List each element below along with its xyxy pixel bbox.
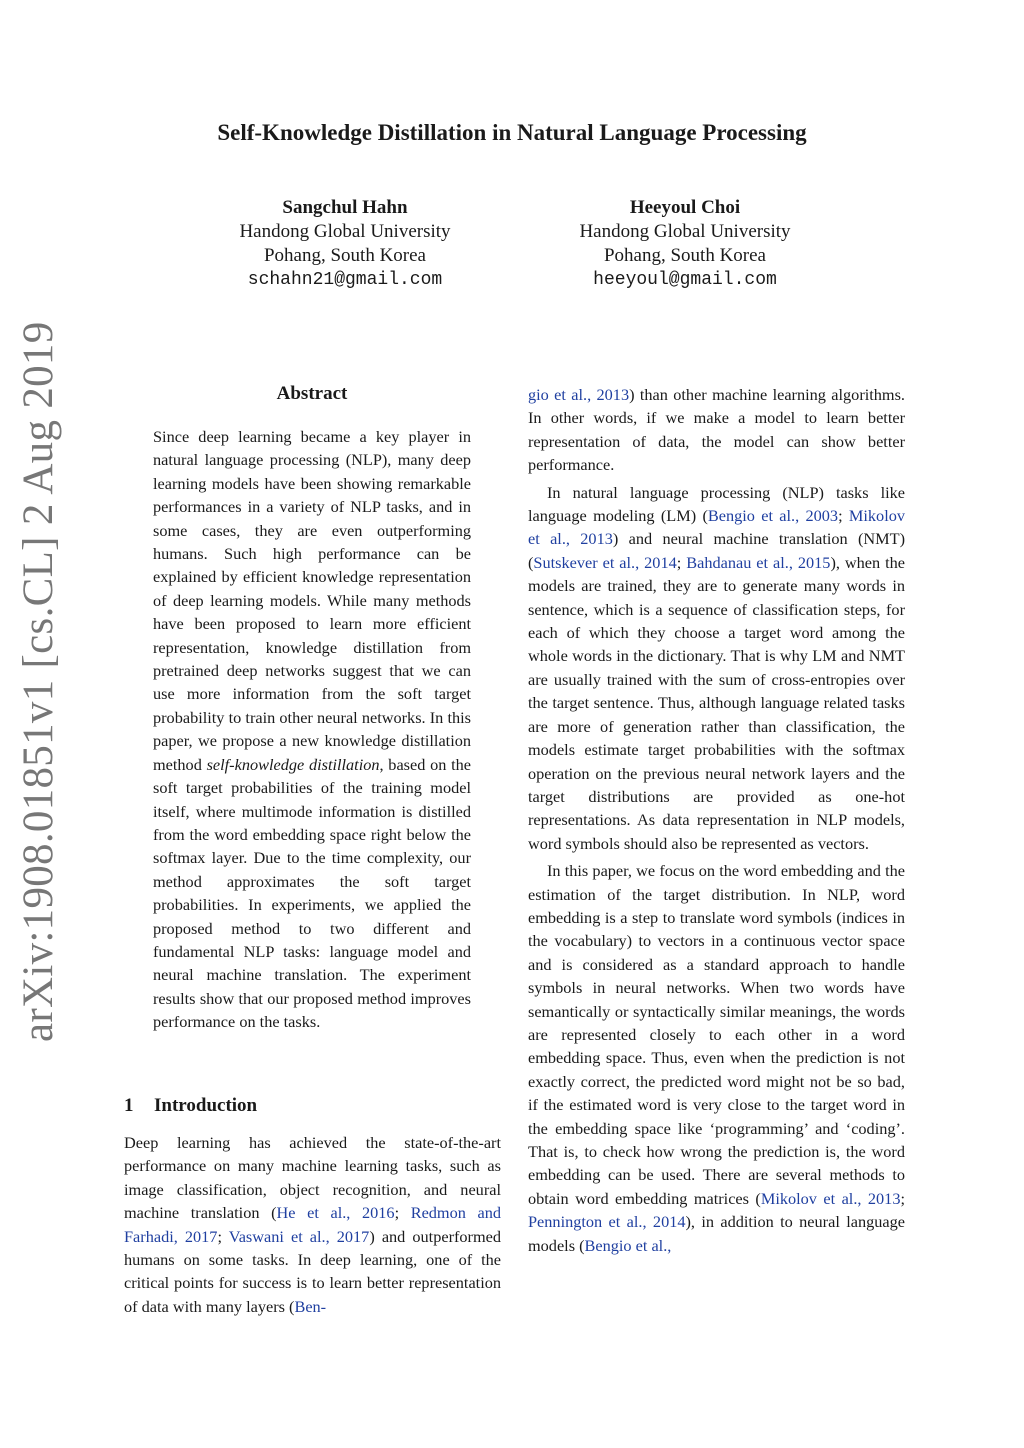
section-number: 1: [124, 1095, 134, 1116]
author-email[interactable]: schahn21@gmail.com: [247, 270, 443, 290]
citation-link[interactable]: Mikolov et al., 2013: [528, 506, 905, 549]
section-title: Introduction: [154, 1095, 258, 1116]
citation-link[interactable]: Pennington et al., 2014: [528, 1212, 686, 1232]
intro-left-column: [124, 1131, 501, 1318]
abstract-text: Since deep learning became a key player in natural language processing (NLP), many deep learning models have been showing remarkable performances in a variety of NLP tasks, and in some cases, they are even outperforming humans. Such high performance can be explained by efficient knowledge representation of deep learning models. While many methods have been proposed to learn more efficient representation, knowledge distillation from pretrained deep networks suggest that we can use more information from the soft target probability to train other neural networks. In this paper, we propose a new knowledge distillation method: [153, 427, 471, 774]
paragraph-text: ;: [838, 506, 849, 526]
abstract-heading: Abstract: [276, 383, 348, 404]
paragraph-text: Deep learning has achieved the state-of-the-art performance on many machine learning tasks, such as image classification, object recognition, and neural machine translation (: [124, 1133, 501, 1223]
citation-link[interactable]: Bahdanau et al., 2015: [686, 552, 831, 572]
paragraph-text: ;: [900, 1188, 905, 1208]
paragraph-text: ;: [217, 1226, 229, 1246]
citation-link[interactable]: Sutskever et al., 2014: [533, 552, 677, 572]
citation-link[interactable]: He et al., 2016: [276, 1203, 395, 1223]
paragraph-text: In natural language processing (NLP) tasks like language modeling (LM) (: [528, 482, 905, 526]
paragraph-text: ;: [676, 552, 687, 572]
citation-link[interactable]: gio et al., 2013: [528, 385, 630, 404]
author-name: Heeyoul Choi: [629, 197, 741, 218]
author-affiliation: Handong Global University: [239, 221, 451, 242]
author-location: Pohang, South Korea: [603, 245, 766, 266]
paragraph-text: ) and neural machine translation (NMT) (: [528, 529, 906, 572]
citation-link[interactable]: Bengio et al.,: [584, 1235, 672, 1255]
abstract-method-name: self-knowledge distillation: [206, 754, 380, 774]
author-affiliation: Handong Global University: [579, 221, 791, 242]
intro-paragraph: [528, 481, 905, 856]
citation-link[interactable]: Vaswani et al., 2017: [228, 1226, 370, 1246]
abstract-body: [153, 425, 471, 1034]
citation-link[interactable]: Redmon and Farhadi, 2017: [124, 1203, 501, 1246]
arxiv-stamp: arXiv:1908.01851v1 [cs.CL] 2 Aug 2019: [15, 321, 62, 1042]
paragraph-text: In this paper, we focus on the word embedding and the estimation of the target distribution. In NLP, word embedding is a step to translate word symbols (indices in the vocabulary) to vectors in a continuous vector space and is considered as a standard approach to handle symbols in neural networks. When two words have semantically or syntactically similar meanings, the words are represented closely to each other in a word embedding space. Thus, even when the prediction is not exactly correct, the predicted word might not be so bad, if the estimated word is very close to the target word in the embedding space like ‘programming’ and ‘coding’. That is, to check how wrong the prediction is, the word embedding can be used. There are several methods to obtain word embedding matrices (: [528, 861, 905, 1208]
author-email[interactable]: heeyoul@gmail.com: [593, 270, 777, 290]
intro-paragraph-continued: [528, 383, 905, 477]
citation-link[interactable]: Mikolov et al., 2013: [760, 1188, 901, 1208]
intro-paragraph: [124, 1131, 501, 1318]
citation-link[interactable]: Ben-: [294, 1296, 327, 1316]
paragraph-text: ) than other machine learning algorithms. In other words, if we make a model to learn better representation of data, the model can show better performance.: [528, 385, 905, 475]
author-location: Pohang, South Korea: [263, 245, 426, 266]
citation-link[interactable]: Bengio et al., 2003: [707, 506, 839, 526]
author-block: [555, 196, 815, 292]
section-heading: [124, 1093, 257, 1119]
paragraph-text: ), when the models are trained, they are to generate many words in sentence, which is a sequence of classification steps, for each of which they choose a target word among the whole words in the dictionary. That is why LM and NMT are usually trained with the sum of cross-entropies over the target sentence. Thus, although language related tasks are more of generation rather than classification, the models estimate target probabilities with the softmax operation on the previous neural network layers and the target distributions are provided as one-hot representations. As data representation in NLP models, word symbols should also be represented as vectors.: [528, 552, 906, 853]
abstract-text: , based on the soft target probabilities of the training model itself, where multimode information is distilled from the word embedding space right below the softmax layer. Due to the time complexity, our method approximates the soft target probabilities. In experiments, we applied the proposed method to two different and fundamental NLP tasks: language model and neural machine translation. The experiment results show that our proposed method improves performance on the tasks.: [153, 754, 471, 1032]
author-block: [215, 196, 475, 292]
paragraph-text: ;: [394, 1203, 411, 1223]
intro-paragraph: [528, 859, 905, 1257]
paragraph-text: ), in addition to neural language models (: [528, 1212, 905, 1255]
paper-title: Self-Knowledge Distillation in Natural Language Processing: [217, 120, 807, 145]
author-name: Sangchul Hahn: [282, 197, 408, 218]
paragraph-text: ) and outperformed humans on some tasks. In deep learning, one of the critical points for success is to learn better representation of data with many layers (: [124, 1226, 502, 1316]
intro-right-column: [528, 383, 905, 1261]
